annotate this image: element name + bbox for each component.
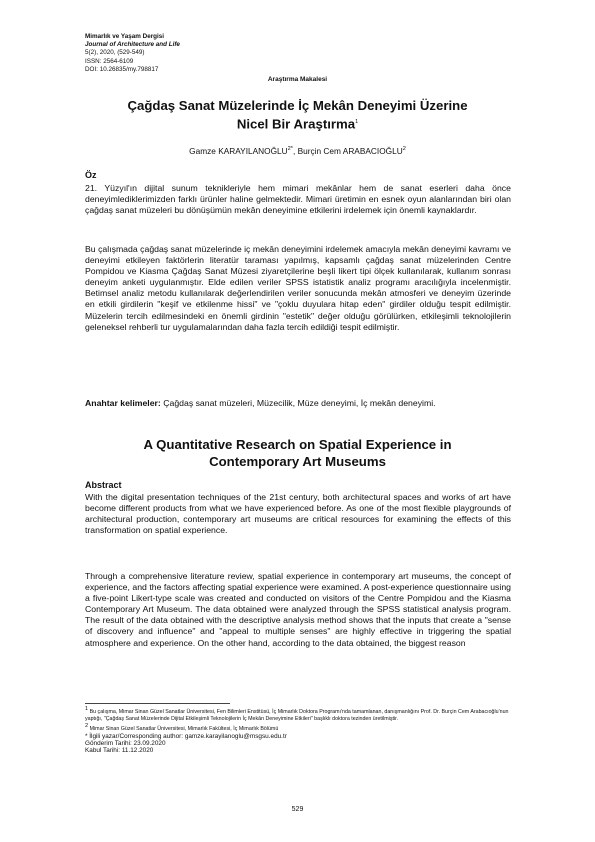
corresponding-author: * İlgili yazar/Corresponding author: gamze.karayilanoglu@msgsu.edu.tr — [85, 732, 287, 740]
author-1: Gamze KARAYILANOĞLU — [189, 146, 288, 156]
keywords — [85, 398, 511, 409]
page-number: 529 — [291, 806, 304, 813]
oz-paragraph-1: 21. Yüzyıl'ın dijital sunum teknikleriyle hem mimari mekânlar hem de sanat eserleri daha önce deneyimlediklerimizden farklı ürünler haline gelmektedir. Mimari üretimin en esnek oyun alanlarından biri olan çağdaş sanat müzeleri bu dönüşümün mekân deneyimine etkilerini irdelemek için önemli kaynaklardır. — [85, 183, 511, 216]
author-1-affil: 2* — [287, 146, 293, 153]
oz-paragraph-2: Bu çalışmada çağdaş sanat müzelerinde iç mekân deneyimini irdelemek amacıyla mekân deneyimi kavramı ve deneyimi etkileyen faktörlerin literatür taraması yapılmış, kapsamlı çağdaş sanat müzelerinden Centre Pompidou ve Kiasma Çağdaş Sanat Müzesi ziyaretçilerine beşli likert tipi ölçek kullanılarak, kullanım sonrası deneyim anketi uygulanmıştır. Elde edilen veriler SPSS istatistik analiz programı aracılığıyla incelenmiştir. Betimsel analiz metodu kullanılarak değerlendirilen veriler sonucunda mekân atmosferi ve deneyim üzerinde en etkili girdilerin "keşif ve etkilenme hissi" ve "çoklu duyulara hitap eden" girdiler olduğu tespit edilmiştir. Müzelerin tercih edilmesindeki en önemli girdinin "estetik" değer olduğu görülürken, etkileşimli teknolojilerin geleneksel rehberli tur uygulamalarından daha fazla tercih edildiği tespit edilmiştir. — [85, 244, 511, 332]
journal-doi: DOI: 10.26835/my.798817 — [85, 65, 159, 73]
keywords-text: Çağdaş sanat müzeleri, Müzecilik, Müze deneyimi, İç mekân deneyimi. — [160, 398, 436, 408]
author-separator: , — [292, 146, 298, 156]
title-tr — [85, 97, 510, 132]
abstract-paragraph-2: Through a comprehensive literature review, spatial experience in contemporary art museums, the concept of experience, and the factors affecting spatial experience were examined. A post-experience questionnaire using a five-point Likert-type scale was created and conducted on visitors of the Centre Pompidou and the Kiasma Contemporary Art Museum. The data obtained were analyzed through the SPSS statistical analysis program. The result of the data obtained with the descriptive analysis method shows that the inputs that create a "sense of discovery and influence" and "appeal to multiple senses" are highly effective in triggering the spatial atmosphere and experience. On the other hand, according to the data obtained, the biggest reason — [85, 571, 511, 648]
title-note-mark: 1 — [355, 119, 359, 125]
footnotes — [85, 706, 510, 754]
footnote-2-mark: 2 — [85, 722, 89, 729]
journal-header — [85, 33, 180, 74]
footnote-1-text: Bu çalışma, Mimar Sinan Güzel Sanatlar Üniversitesi, Fen Bilimleri Enstitüsü, İç Mimarlık Doktora Programı'nda tamamlanan, danışmanlığını Prof. Dr. Burçin Cem Arabacıoğlu'nun yaptığı, "Çağdaş Sanat Müzelerinde Dijital Etkileşimli Teknolojilerin İç Mekân Deneyimine Etkileri" başlıklı doktora tezinden üretilmiştir. — [85, 708, 509, 722]
author-list — [85, 146, 510, 156]
journal-name: Mimarlık ve Yaşam Dergisi — [85, 33, 164, 40]
journal-name-en: Journal of Architecture and Life — [85, 41, 180, 49]
title-en — [85, 436, 510, 470]
submission-date: Gönderim Tarihi: 23.09.2020 — [85, 739, 166, 747]
article-type: Araştırma Makalesi — [267, 76, 328, 83]
oz-heading: Öz — [85, 170, 97, 180]
footnote-1-mark: 1 — [85, 706, 89, 712]
footnote-2-text: Mimar Sinan Güzel Sanatlar Üniversitesi, Mimarlık Fakültesi, İç Mimarlık Bölümü — [88, 725, 279, 732]
abstract-paragraph-1: With the digital presentation techniques of the 21st century, both architectural spaces and works of art have become different products from what we have experienced before. As one of the most flexible playgrounds of architectural production, contemporary art museums are critical resources for examining the effects of this transformation on spatial experience. — [85, 492, 511, 536]
keywords-label: Anahtar kelimeler: — [85, 398, 161, 408]
footnote-2 — [85, 723, 510, 733]
title-tr-line1: Çağdaş Sanat Müzelerinde İç Mekân Deneyimi Üzerine — [127, 98, 468, 113]
journal-volume: 5(2), 2020, (529-549) — [85, 49, 145, 57]
title-tr-line2: Nicel Bir Araştırma — [236, 116, 356, 132]
footnote-divider — [85, 703, 230, 704]
title-en-line2: Contemporary Art Museums — [209, 454, 386, 469]
title-en-line1: A Quantitative Research on Spatial Experience in — [143, 437, 452, 452]
journal-issn: ISSN: 2564-6109 — [85, 57, 134, 65]
author-2-affil: 2 — [402, 146, 406, 153]
footnote-1 — [85, 706, 510, 723]
abstract-heading: Abstract — [85, 480, 122, 490]
author-2: Burçin Cem ARABACIOĞLU — [297, 146, 403, 156]
acceptance-date: Kabul Tarihi: 11.12.2020 — [85, 747, 154, 754]
